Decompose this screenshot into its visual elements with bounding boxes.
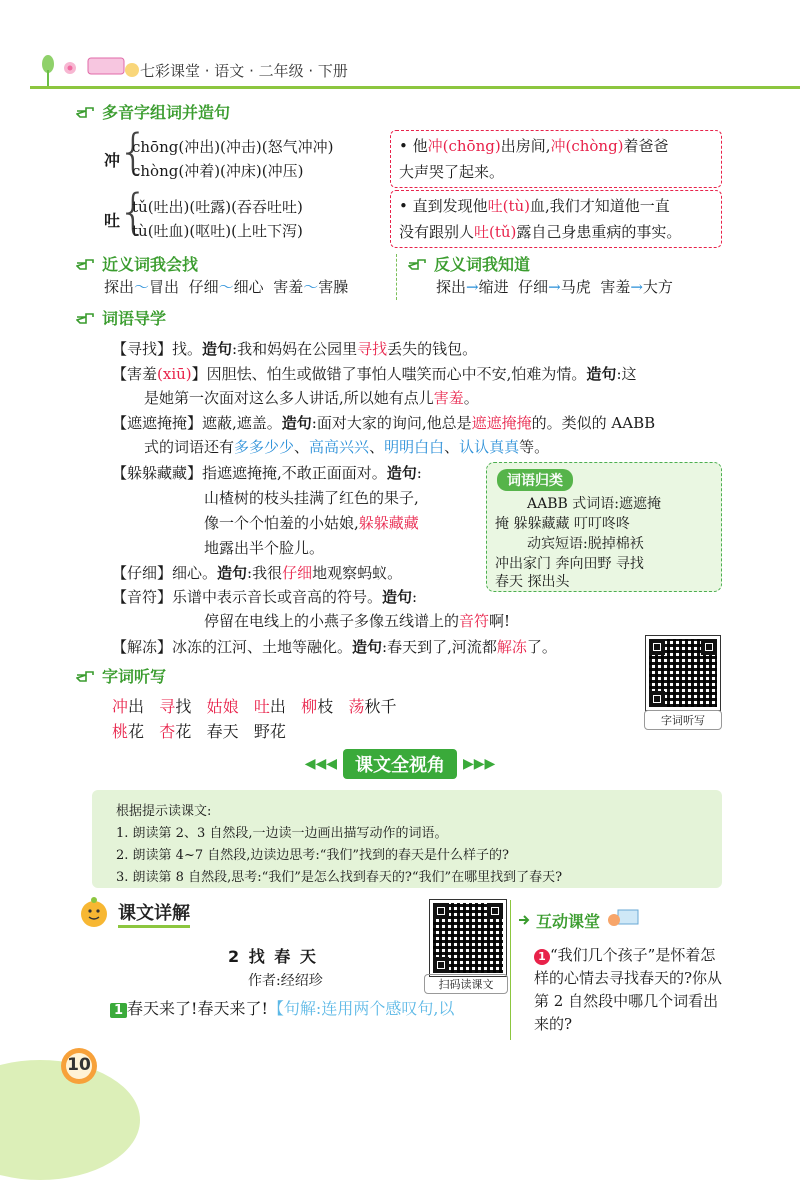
summary-box-line2: 掩 躲躲藏藏 叮叮咚咚 xyxy=(495,516,630,532)
lesson-paragraph-1: 1 春天来了!春天来了!【句解:连用两个感叹句,以 xyxy=(110,996,454,1019)
column-divider xyxy=(396,254,397,300)
section-dictation-title: 字词听写 xyxy=(76,664,166,687)
qr-code-lesson[interactable] xyxy=(430,900,506,976)
summary-box xyxy=(486,462,722,592)
pointing-hand-icon xyxy=(408,257,426,271)
antonyms-list: 探出→缩进 仔细→马虎 害羞→大方 xyxy=(436,278,673,296)
summary-box-title: 词语归类 xyxy=(497,469,573,491)
classroom-icon xyxy=(606,908,640,932)
overview-banner-title: 课文全视角 xyxy=(343,749,457,779)
brace: { xyxy=(118,124,149,180)
synonyms-list: 探出～冒出 仔细～细心 害羞～害臊 xyxy=(104,278,349,296)
summary-box-line5: 春天 探出头 xyxy=(495,574,570,590)
qr-label-dictation: 字词听写 xyxy=(644,710,722,730)
vocab-haixiu: 【害羞(xiū)】因胆怯、怕生或做错了事怕人嗤笑而心中不安,怕难为情。造句:这 xyxy=(112,365,637,383)
header-title: 七彩课堂 · 语文 · 二年级 · 下册 xyxy=(140,62,348,80)
section-antonyms-title: 反义词我知道 xyxy=(408,252,530,275)
interactive-question: 1 “我们几个孩子”是怀着怎样的心情去寻找春天的?你从第 2 自然段中哪几个词看出来的? xyxy=(534,946,723,1033)
polyphone-chong-line1: chōng(冲出)(冲击)(怒气冲冲) xyxy=(132,138,334,156)
pointing-hand-icon xyxy=(76,669,94,683)
page-number: 10 xyxy=(67,1055,91,1075)
vocab-duoduo: 【躲躲藏藏】指遮遮掩掩,不敢正面面对。造句: xyxy=(112,464,422,482)
qr-label-lesson: 扫码读课文 xyxy=(424,974,508,994)
lesson-author: 作者:经绍珍 xyxy=(248,973,323,989)
interactive-heading: 互动课堂 xyxy=(518,908,640,932)
pointing-hand-icon xyxy=(76,105,94,119)
header-decoration xyxy=(30,48,140,88)
vocab-zixi: 【仔细】细心。造句:我很仔细地观察蚂蚁。 xyxy=(112,564,403,582)
lesson-title: 2 找 春 天 xyxy=(228,947,318,966)
vocab-zhezhe-line2: 式的词语还有多多少少、高高兴兴、明明白白、认认真真等。 xyxy=(144,438,550,456)
vocab-yinfu-line2: 停留在电线上的小燕子多像五线谱上的音符啊! xyxy=(204,612,511,630)
summary-box-line1: AABB 式词语:遮遮掩 xyxy=(527,496,661,512)
dictation-row2: 桃花 杏花 春天 野花 xyxy=(112,722,286,741)
overview-intro: 根据提示读课文: xyxy=(116,804,212,819)
vocab-haixiu-line2: 是她第一次面对这么多人讲话,所以她有点儿害羞。 xyxy=(144,389,479,407)
triple-right-arrow-icon: ▶▶▶ xyxy=(463,756,496,772)
vocab-jiedong: 【解冻】冰冻的江河、土地等融化。造句:春天到了,河流都解冻了。 xyxy=(112,638,557,656)
overview-item-2: 2. 朗读第 4~7 自然段,边读边思考:“我们”找到的春天是什么样子的? xyxy=(116,848,510,863)
pointing-hand-icon xyxy=(76,257,94,271)
vocab-zhezhe: 【遮遮掩掩】遮蔽,遮盖。造句:面对大家的询问,他总是遮遮掩掩的。类似的 AABB xyxy=(112,414,656,432)
polyphone-tu-line2: tù(吐血)(呕吐)(上吐下泻) xyxy=(132,222,303,240)
vocab-xunzhao: 【寻找】找。造句:我和妈妈在公园里寻找丢失的钱包。 xyxy=(112,340,478,358)
polyphone-chong-sentence: • 他冲(chōng)出房间,冲(chòng)着爸爸 大声哭了起来。 xyxy=(390,130,722,188)
vocab-duoduo-line4: 地露出半个脸儿。 xyxy=(204,539,325,557)
polyphone-char-tu: 吐 xyxy=(104,211,121,230)
page-number-flower xyxy=(54,1044,104,1090)
polyphone-tu-sentence: • 直到发现他吐(tù)血,我们才知道他一直 没有跟别人吐(tǔ)露自己身患重病的事实。 xyxy=(390,190,722,248)
vocab-yinfu: 【音符】乐谱中表示音长或音高的符号。造句: xyxy=(112,588,418,606)
section-vocab-title: 词语导学 xyxy=(76,306,166,329)
explain-heading: 课文详解 xyxy=(74,896,190,930)
polyphone-tu-line1: tǔ(吐出)(吐露)(吞吞吐吐) xyxy=(132,198,303,216)
section-polyphone-title: 多音字组词并造句 xyxy=(76,100,230,123)
overview-box xyxy=(92,790,722,888)
triple-left-arrow-icon: ◀◀◀ xyxy=(304,756,337,772)
arrow-right-icon xyxy=(518,914,530,926)
header-rule xyxy=(30,86,800,89)
polyphone-char-chong: 冲 xyxy=(104,151,121,170)
qr-code-dictation[interactable] xyxy=(646,636,720,710)
flower-pencil-icon xyxy=(30,48,140,88)
pointing-hand-icon xyxy=(76,311,94,325)
vocab-duoduo-line3: 像一个个怕羞的小姑娘,躲躲藏藏 xyxy=(204,514,419,532)
dictation-row1: 冲出 寻找 姑娘 吐出 柳枝 荡秋千 xyxy=(112,697,397,716)
section-synonyms-title: 近义词我会找 xyxy=(76,252,198,275)
summary-box-line3: 动宾短语:脱掉棉袄 xyxy=(527,536,644,552)
summary-box-line4: 冲出家门 奔向田野 寻找 xyxy=(495,556,644,572)
polyphone-chong-line2: chòng(冲着)(冲床)(冲压) xyxy=(132,162,304,180)
interactive-divider xyxy=(510,900,511,1040)
vocab-duoduo-line2: 山楂树的枝头挂满了红色的果子, xyxy=(204,489,419,507)
brace: { xyxy=(118,184,149,240)
overview-banner xyxy=(284,750,516,778)
overview-item-1: 1. 朗读第 2、3 自然段,一边读一边画出描写动作的词语。 xyxy=(116,826,448,841)
overview-item-3: 3. 朗读第 8 自然段,思考:“我们”是怎么找到春天的?“我们”在哪里找到了春天? xyxy=(116,870,563,885)
sun-mascot-icon xyxy=(74,896,114,930)
